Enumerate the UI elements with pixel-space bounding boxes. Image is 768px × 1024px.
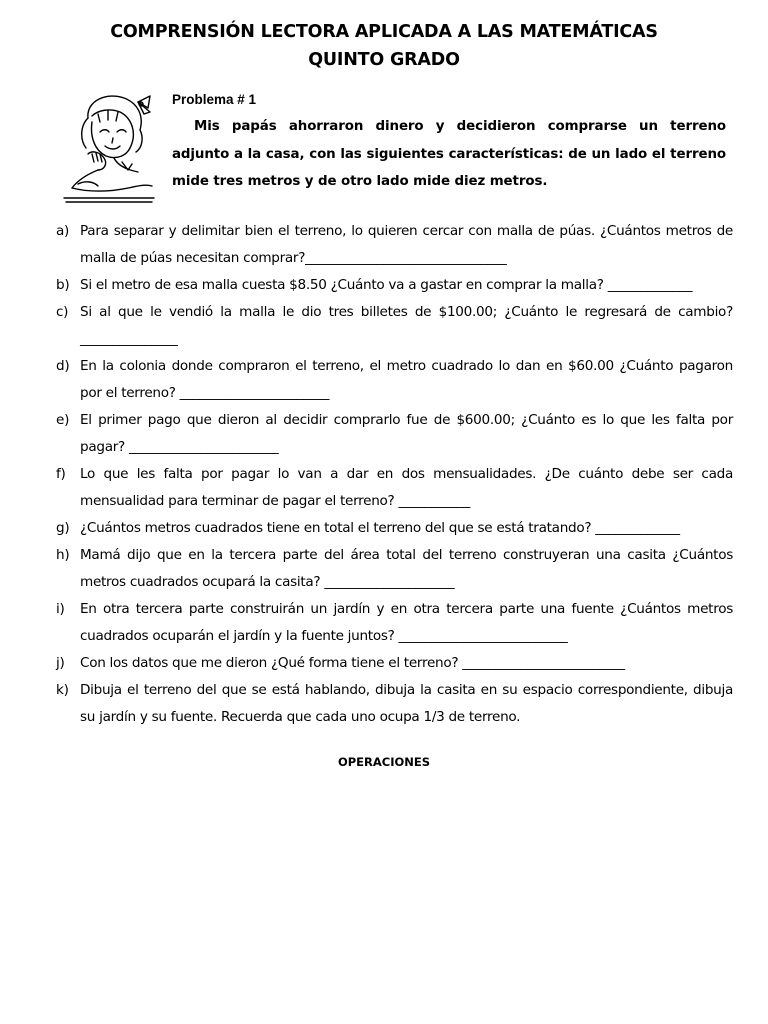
item-text: En la colonia donde compraron el terreno, el metro cuadrado lo dan en $60.00 ¿Cuánto pagaron por el terreno? _______________________: [80, 358, 733, 401]
item-text: Mamá dijo que en la tercera parte del área total del terreno construyeran una casita ¿Cuántos metros cuadrados ocupará la casita? ____________________: [80, 547, 733, 590]
item-text: Si el metro de esa malla cuesta $8.50 ¿Cuánto va a gastar en comprar la malla? _____________: [80, 277, 693, 293]
list-item: [56, 650, 733, 677]
item-marker: c): [56, 304, 69, 320]
list-item: [56, 407, 733, 461]
item-marker: b): [56, 277, 70, 293]
problem-intro-text: Mis papás ahorraron dinero y decidieron comprarse un terreno adjunto a la casa, con las siguientes características: de un lado el terreno mide tres metros y de otro lado mide diez metros.: [172, 119, 726, 189]
operations-heading: OPERACIONES: [337, 755, 431, 769]
item-text: En otra tercera parte construirán un jardín y en otra tercera parte una fuente ¿Cuántos metros cuadrados ocuparán el jardín y la fuente juntos? __________________________: [80, 601, 733, 644]
item-marker: e): [56, 412, 70, 428]
item-text: Para separar y delimitar bien el terreno, lo quieren cercar con malla de púas. ¿Cuántos metros de malla de púas necesitan comprar?_______________________________: [80, 223, 733, 266]
problem-intro: [172, 113, 726, 196]
list-item: [56, 461, 733, 515]
list-item: [56, 299, 733, 353]
page-title: COMPRENSIÓN LECTORA APLICADA A LAS MATEMÁTICAS: [110, 22, 658, 42]
item-marker: k): [56, 682, 69, 698]
list-item: [56, 542, 733, 596]
item-marker: g): [56, 520, 70, 536]
page-subtitle: QUINTO GRADO: [308, 50, 460, 70]
item-text: ¿Cuántos metros cuadrados tiene en total el terreno del que se está tratando? _____________: [80, 520, 680, 536]
item-text: Lo que les falta por pagar lo van a dar en dos mensualidades. ¿De cuánto debe ser cada mensualidad para terminar de pagar el terreno? ___________: [80, 466, 733, 509]
item-marker: i): [56, 601, 65, 617]
item-text: Con los datos que me dieron ¿Qué forma tiene el terreno? _________________________: [80, 655, 625, 671]
problem-label: Problema # 1: [172, 92, 257, 107]
list-item: [56, 515, 733, 542]
item-marker: a): [56, 223, 70, 239]
list-item: [56, 272, 733, 299]
item-text: El primer pago que dieron al decidir comprarlo fue de $600.00; ¿Cuánto es lo que les falta por pagar? _______________________: [80, 412, 733, 455]
girl-thinking-icon: [58, 88, 158, 206]
list-item: [56, 218, 733, 272]
list-item: [56, 596, 733, 650]
list-item: [56, 677, 733, 731]
list-item: [56, 353, 733, 407]
item-marker: h): [56, 547, 70, 563]
item-text: Si al que le vendió la malla le dio tres billetes de $100.00; ¿Cuánto le regresará de cambio?_______________: [80, 304, 733, 347]
item-marker: j): [56, 655, 65, 671]
question-list: [56, 218, 733, 731]
item-marker: d): [56, 358, 70, 374]
item-marker: f): [56, 466, 66, 482]
item-text: Dibuja el terreno del que se está hablando, dibuja la casita en su espacio correspondiente, dibuja su jardín y su fuente. Recuerda que cada uno ocupa 1/3 de terreno.: [80, 682, 733, 725]
